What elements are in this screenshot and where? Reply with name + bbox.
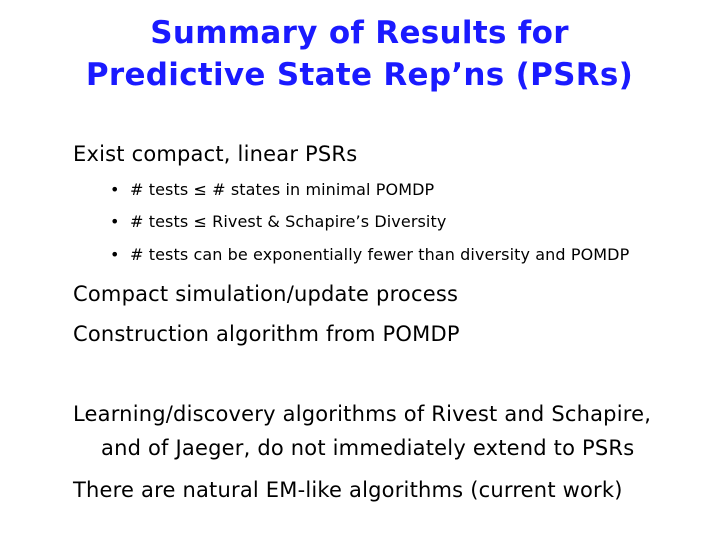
title-line-2: Predictive State Rep’ns (PSRs) (85, 57, 634, 93)
point-construction-algorithm: Construction algorithm from POMDP (73, 322, 460, 346)
point-em-like-algorithms: There are natural EM-like algorithms (current work) (73, 478, 623, 502)
bullet-dot-icon: • (110, 245, 120, 264)
sub-point-text: # tests can be exponentially fewer than diversity and POMDP (130, 245, 630, 264)
bullet-dot-icon: • (110, 212, 120, 231)
point-learning-discovery-line1: Learning/discovery algorithms of Rivest and Schapire, (73, 402, 652, 426)
point-learning-discovery-line2: and of Jaeger, do not immediately extend to PSRs (101, 436, 635, 460)
bullet-dot-icon: • (110, 180, 120, 199)
sub-point-tests-vs-diversity (110, 212, 446, 231)
slide-title (0, 12, 719, 96)
sub-point-text: # tests ≤ Rivest & Schapire’s Diversity (130, 212, 447, 231)
sub-point-text: # tests ≤ # states in minimal POMDP (130, 180, 435, 199)
sub-point-exponentially-fewer (110, 245, 629, 264)
title-line-1: Summary of Results for (150, 15, 569, 51)
point-compact-simulation: Compact simulation/update process (73, 282, 459, 306)
sub-point-tests-vs-states (110, 180, 434, 199)
point-exist-compact-psrs: Exist compact, linear PSRs (73, 142, 358, 166)
